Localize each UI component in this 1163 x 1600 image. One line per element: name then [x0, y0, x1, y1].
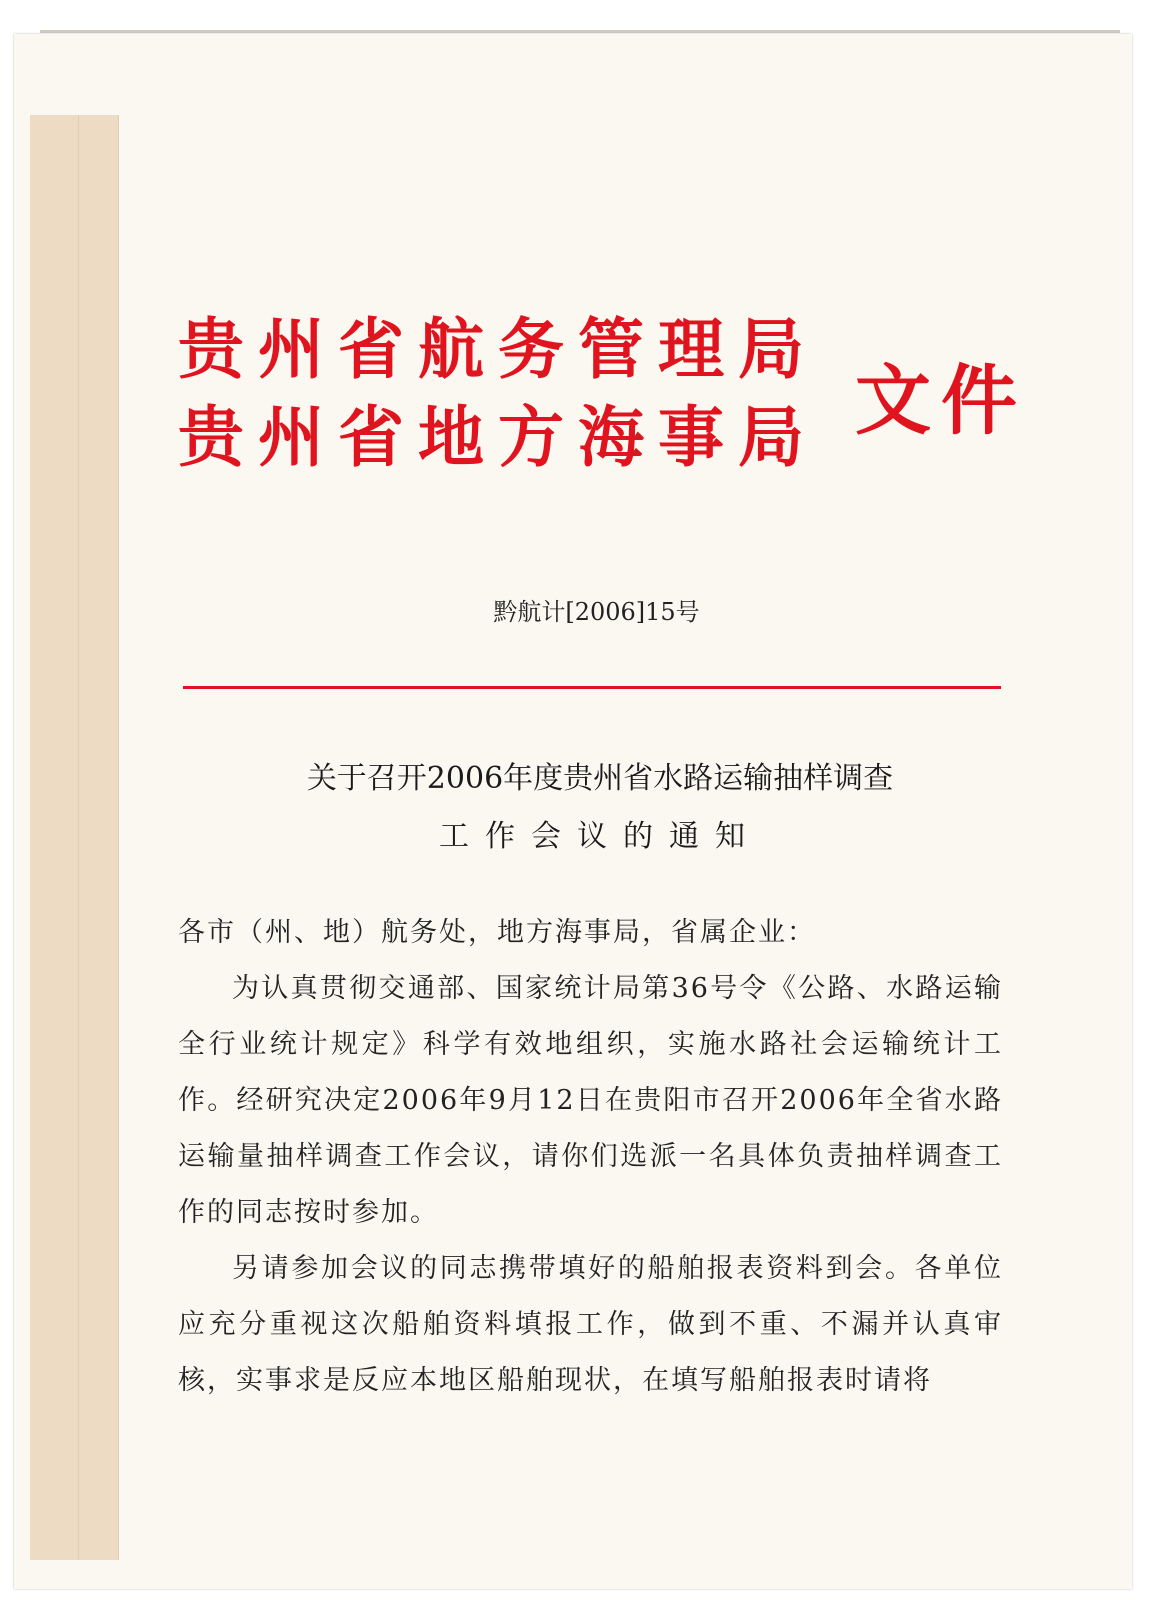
salutation: 各市（州、地）航务处，地方海事局，省属企业： [178, 917, 816, 948]
issuer-line-2: 贵州省地方海事局 [178, 398, 818, 476]
issuer-line-1: 贵州省航务管理局 [178, 310, 818, 388]
paper-top-edge [40, 30, 1120, 33]
document-body [178, 905, 1003, 1409]
document-number: 黔航计[2006]15号 [493, 598, 700, 626]
document-title [150, 750, 1050, 866]
title-line-1: 关于召开2006年度贵州省水路运输抽样调查 [306, 761, 894, 796]
body-paragraph-2: 另请参加会议的同志携带填好的船舶报表资料到会。各单位应充分重视这次船舶资料填报工作，做到不重、不漏并认真审核，实事求是反应本地区船舶现状，在填写船舶报表时请将 [178, 1253, 1003, 1396]
red-divider [183, 686, 1001, 689]
binding-strip [30, 115, 119, 1560]
masthead-suffix: 文件 [855, 356, 1027, 445]
title-line-2: 工作会议的通知 [439, 819, 761, 854]
masthead-issuers [178, 305, 818, 481]
body-paragraph-1: 为认真贯彻交通部、国家统计局第36号令《公路、水路运输全行业统计规定》科学有效地组织，实施水路社会运输统计工作。经研究决定2006年9月12日在贵阳市召开2006年全省水路运输量抽样调查工作会议，请你们选派一名具体负责抽样调查工作的同志按时参加。 [178, 973, 1003, 1228]
